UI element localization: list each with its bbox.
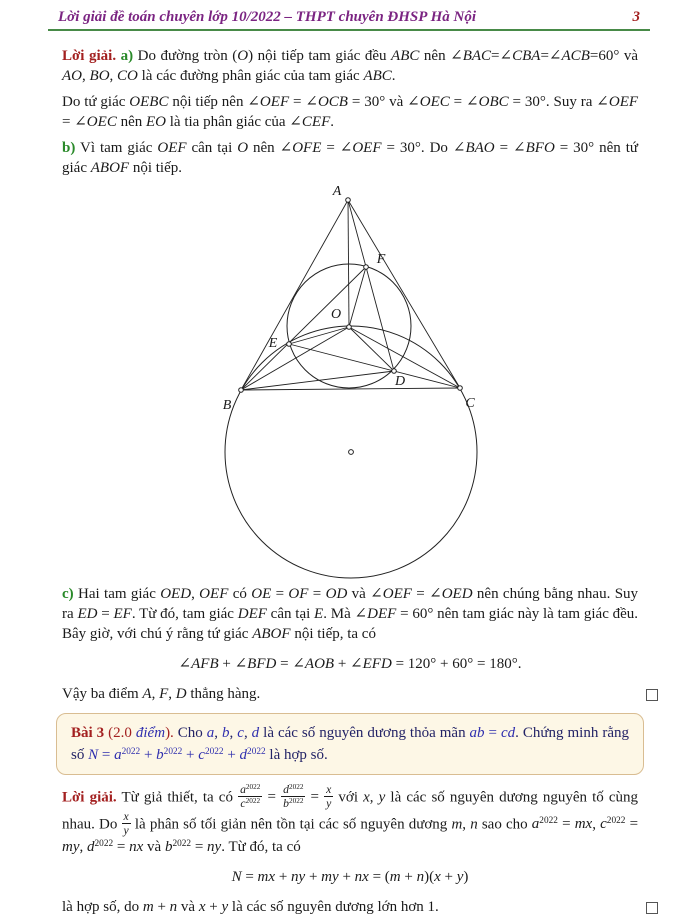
math-expression — [122, 809, 131, 837]
page-number: 3 — [632, 9, 640, 25]
math-expression: ∠BAO = ∠BFO = 30° — [452, 140, 595, 156]
math-expression: ∠OEF = ∠OCB = 30° — [247, 94, 386, 110]
document-title: Lời giải đề toán chuyên lớp 10/2022 – THPT chuyên ĐHSP Hà Nội — [58, 9, 477, 25]
math-expression: $b^{2022}$ = ny — [164, 839, 222, 856]
math-expression: DEF — [237, 606, 267, 622]
point-E — [287, 342, 292, 347]
segment-AO — [348, 200, 349, 327]
document-body — [0, 31, 700, 917]
point-B — [239, 388, 244, 393]
text-run: Vậy ba điểm A, F, D thẳng hàng. — [62, 686, 261, 702]
qed-square — [646, 689, 658, 701]
label-solution: Lời giải. — [62, 48, 117, 64]
math-expression: OEBC — [129, 94, 169, 110]
math-expression: m + n — [142, 899, 178, 916]
text-run: là hợp số, do m + n và x + y là các số nguyên dương lớn hơn 1. — [62, 899, 439, 916]
display-equation — [0, 653, 700, 675]
fraction: $\frac{x}{y}$ — [123, 809, 129, 837]
label-part: a) — [120, 48, 134, 64]
math-expression: E — [314, 606, 324, 622]
paragraph — [0, 46, 700, 86]
math-expression: ∠CEF — [289, 114, 331, 130]
math-expression: CO — [117, 68, 138, 84]
fraction: $\frac{x}{y}$ — [326, 783, 332, 811]
problem-points: (2.0 điểm). — [108, 725, 174, 741]
math-expression: OEF — [199, 586, 229, 602]
point-label-B: B — [222, 398, 232, 413]
math-expression: ab = cd — [469, 725, 516, 741]
math-expression: N = mx + ny + my + nx = (m + n)(x + y) — [231, 869, 469, 886]
point-label-F: F — [376, 252, 386, 267]
math-expression: A — [142, 686, 152, 702]
math-expression: điểm — [135, 725, 166, 741]
math-expression: AO — [62, 68, 83, 84]
math-expression: m — [451, 816, 463, 832]
paragraph — [0, 684, 700, 704]
math-expression: (O) — [232, 48, 254, 64]
point-label-A: A — [332, 184, 342, 199]
math-expression: OED — [160, 586, 192, 602]
math-expression: n — [470, 816, 478, 832]
paragraph — [0, 138, 700, 178]
segment-OF — [349, 267, 366, 327]
math-expression: c — [237, 725, 244, 741]
text-run: Hai tam giác OED, OEF có OE = OF = OD và ∠OEF = ∠OED nên chúng bằng nhau. Suy ra ED = EF. Từ đó, tam giác DEF cân tại E. Mà ∠DEF = 60° nên tam giác này là tam giác đều. Bây giờ, với chú ý rằng tứ giác ABOF nội tiếp, ta có — [62, 586, 639, 642]
segment-CE — [289, 344, 460, 388]
point-label-D: D — [394, 374, 406, 389]
math-expression: O — [237, 140, 249, 156]
text-run: Vì tam giác OEF cân tại O nên ∠OFE = ∠OEF = 30°. Do ∠BAO = ∠BFO = 30° nên tứ giác ABOF nội tiếp. — [62, 140, 639, 176]
text-run: Cho a, b, c, d là các số nguyên dương thỏa mãn ab = cd. Chứng minh rằng số $N = a^{2022} + b^{2022} + c^{2022} + d^{2022}$ là hợp số. — [71, 725, 629, 763]
math-expression: OE = OF = OD — [251, 586, 348, 602]
math-expression: $c^{2022}$ = my — [62, 815, 639, 856]
math-expression: ABOF — [90, 160, 130, 176]
circle-center-marker — [349, 450, 354, 455]
segment-AD — [348, 200, 394, 371]
math-expression: b — [222, 725, 230, 741]
math-expression: $\frac{a^{2022}}{c^{2022}}$ = $\frac{d^{2022}}{b^{2022}}$ = $\frac{x}{y}$ — [240, 783, 332, 811]
math-expression: ED = EF — [77, 606, 132, 622]
point-O — [347, 325, 352, 330]
math-expression: ∠OFE = ∠OEF = 30° — [279, 140, 421, 156]
point-C — [458, 386, 463, 391]
math-expression: ABOF — [252, 626, 291, 642]
math-expression: a — [206, 725, 215, 741]
math-expression: BO — [89, 68, 110, 84]
geometry-figure — [0, 184, 700, 578]
display-equation — [0, 866, 700, 888]
paragraph — [0, 92, 700, 132]
qed-square — [646, 902, 658, 914]
segment-OE — [289, 327, 349, 344]
math-expression: $N = a^{2022} + b^{2022} + c^{2022} + d^{2022}$ — [88, 746, 266, 763]
point-label-C: C — [465, 396, 475, 411]
page-header — [48, 7, 650, 31]
math-expression: ABC — [391, 48, 420, 64]
math-expression: y — [378, 789, 386, 806]
math-expression: ∠OEF = ∠OEC — [62, 94, 639, 130]
paragraph — [0, 584, 700, 644]
math-expression: $d^{2022}$ = nx — [87, 839, 144, 856]
label-part: c) — [62, 586, 74, 602]
segment-BD — [241, 371, 394, 390]
paragraph — [0, 784, 700, 857]
math-expression: ∠OEF = ∠OED — [370, 586, 473, 602]
point-label-O: O — [330, 307, 342, 322]
point-A — [346, 198, 351, 203]
fraction: $\frac{d^{2022}}{b^{2022}}$ — [283, 783, 304, 811]
math-expression: D — [175, 686, 187, 702]
fraction: $\frac{a^{2022}}{c^{2022}}$ — [240, 783, 261, 811]
text-run: Do tứ giác OEBC nội tiếp nên ∠OEF = ∠OCB = 30° và ∠OEC = ∠OBC = 30°. Suy ra ∠OEF = ∠OEC nên EO là tia phân giác của ∠CEF. — [62, 94, 639, 130]
math-expression: ∠AFB + ∠BFD = ∠AOB + ∠EFD = 120° + 60° = 180°. — [178, 656, 522, 672]
segment-OD — [349, 327, 394, 371]
label-solution: Bài 3 — [71, 725, 105, 741]
math-expression: ∠BAC=∠CBA=∠ACB=60° — [450, 48, 620, 64]
problem-box — [56, 713, 644, 775]
math-expression: ∠OEC = ∠OBC = 30° — [407, 94, 546, 110]
label-solution: Lời giải. — [62, 789, 117, 806]
math-expression: EO — [146, 114, 167, 130]
math-expression: ABC — [363, 68, 392, 84]
paragraph — [0, 897, 700, 917]
segment-CA — [348, 200, 460, 388]
point-label-E: E — [268, 336, 278, 351]
math-expression: OEF — [157, 140, 187, 156]
text-run: Từ giả thiết, ta có $\frac{a^{2022}}{c^{2022}}$ = $\frac{d^{2022}}{b^{2022}}$ = $\frac{x}{y}$ với x, y là các số nguyên dương nguyên tố cùng nhau. Do $\frac{x}{y}$ là phân số tối giản nên tồn tại các số nguyên dương m, n sao cho $a^{2022}$ = mx, $c^{2022}$ = my, $d^{2022}$ = nx và $b^{2022}$ = ny. Từ đó, ta có — [62, 783, 639, 856]
point-D — [392, 369, 397, 374]
segment-AB — [241, 200, 348, 390]
math-expression: x + y — [198, 899, 229, 916]
math-expression: d — [251, 725, 260, 741]
math-expression: $a^{2022}$ = mx — [531, 815, 593, 832]
point-F — [364, 265, 369, 270]
figure-svg — [0, 184, 700, 578]
math-expression: ∠DEF = 60° — [354, 606, 434, 622]
math-expression: F — [159, 686, 169, 702]
label-part: b) — [62, 140, 76, 156]
math-expression: x — [363, 789, 370, 806]
text-run: Do đường tròn (O) nội tiếp tam giác đều ABC nên ∠BAC=∠CBA=∠ACB=60° và AO, BO, CO là các đường phân giác của tam giác ABC. — [62, 48, 639, 84]
